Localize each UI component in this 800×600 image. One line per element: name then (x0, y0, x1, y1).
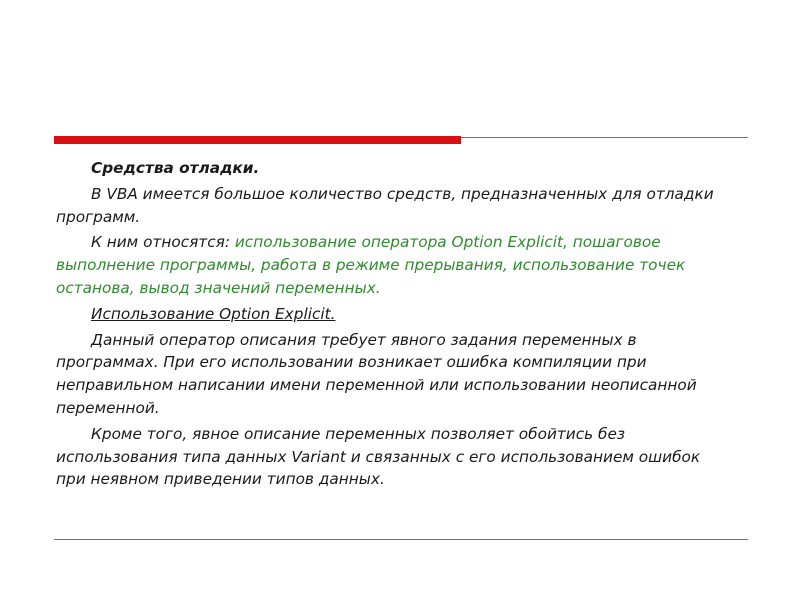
slide-content (56, 157, 724, 494)
paragraph-tools-prefix: К ним относятся: (91, 233, 235, 252)
bottom-divider-line (54, 539, 748, 540)
paragraph-option-explicit: Данный оператор описания требует явного задания переменных в программах. При его использовании возникает ошибка компиляции при неправильном написании имени переменной или использовании неописанной переменной. (56, 330, 697, 417)
paragraph-intro: В VBA имеется большое количество средств, предназначенных для отладки программ. (56, 184, 714, 226)
paragraph-tools (56, 231, 724, 299)
option-explicit-subheading: Использование Option Explicit. (91, 304, 336, 323)
paragraph-variant: Кроме того, явное описание переменных позволяет обойтись без использования типа данных Variant и связанных с его использованием ошибок при неявном приведении типов данных. (56, 424, 701, 489)
slide-heading: Средства отладки. (91, 159, 260, 177)
top-accent-bar (54, 136, 461, 144)
paragraph-tools-highlight: использование оператора Option Explicit, пошаговое выполнение программы, работа в режиме прерывания, использование точек останова, вывод значений переменных. (56, 233, 686, 297)
